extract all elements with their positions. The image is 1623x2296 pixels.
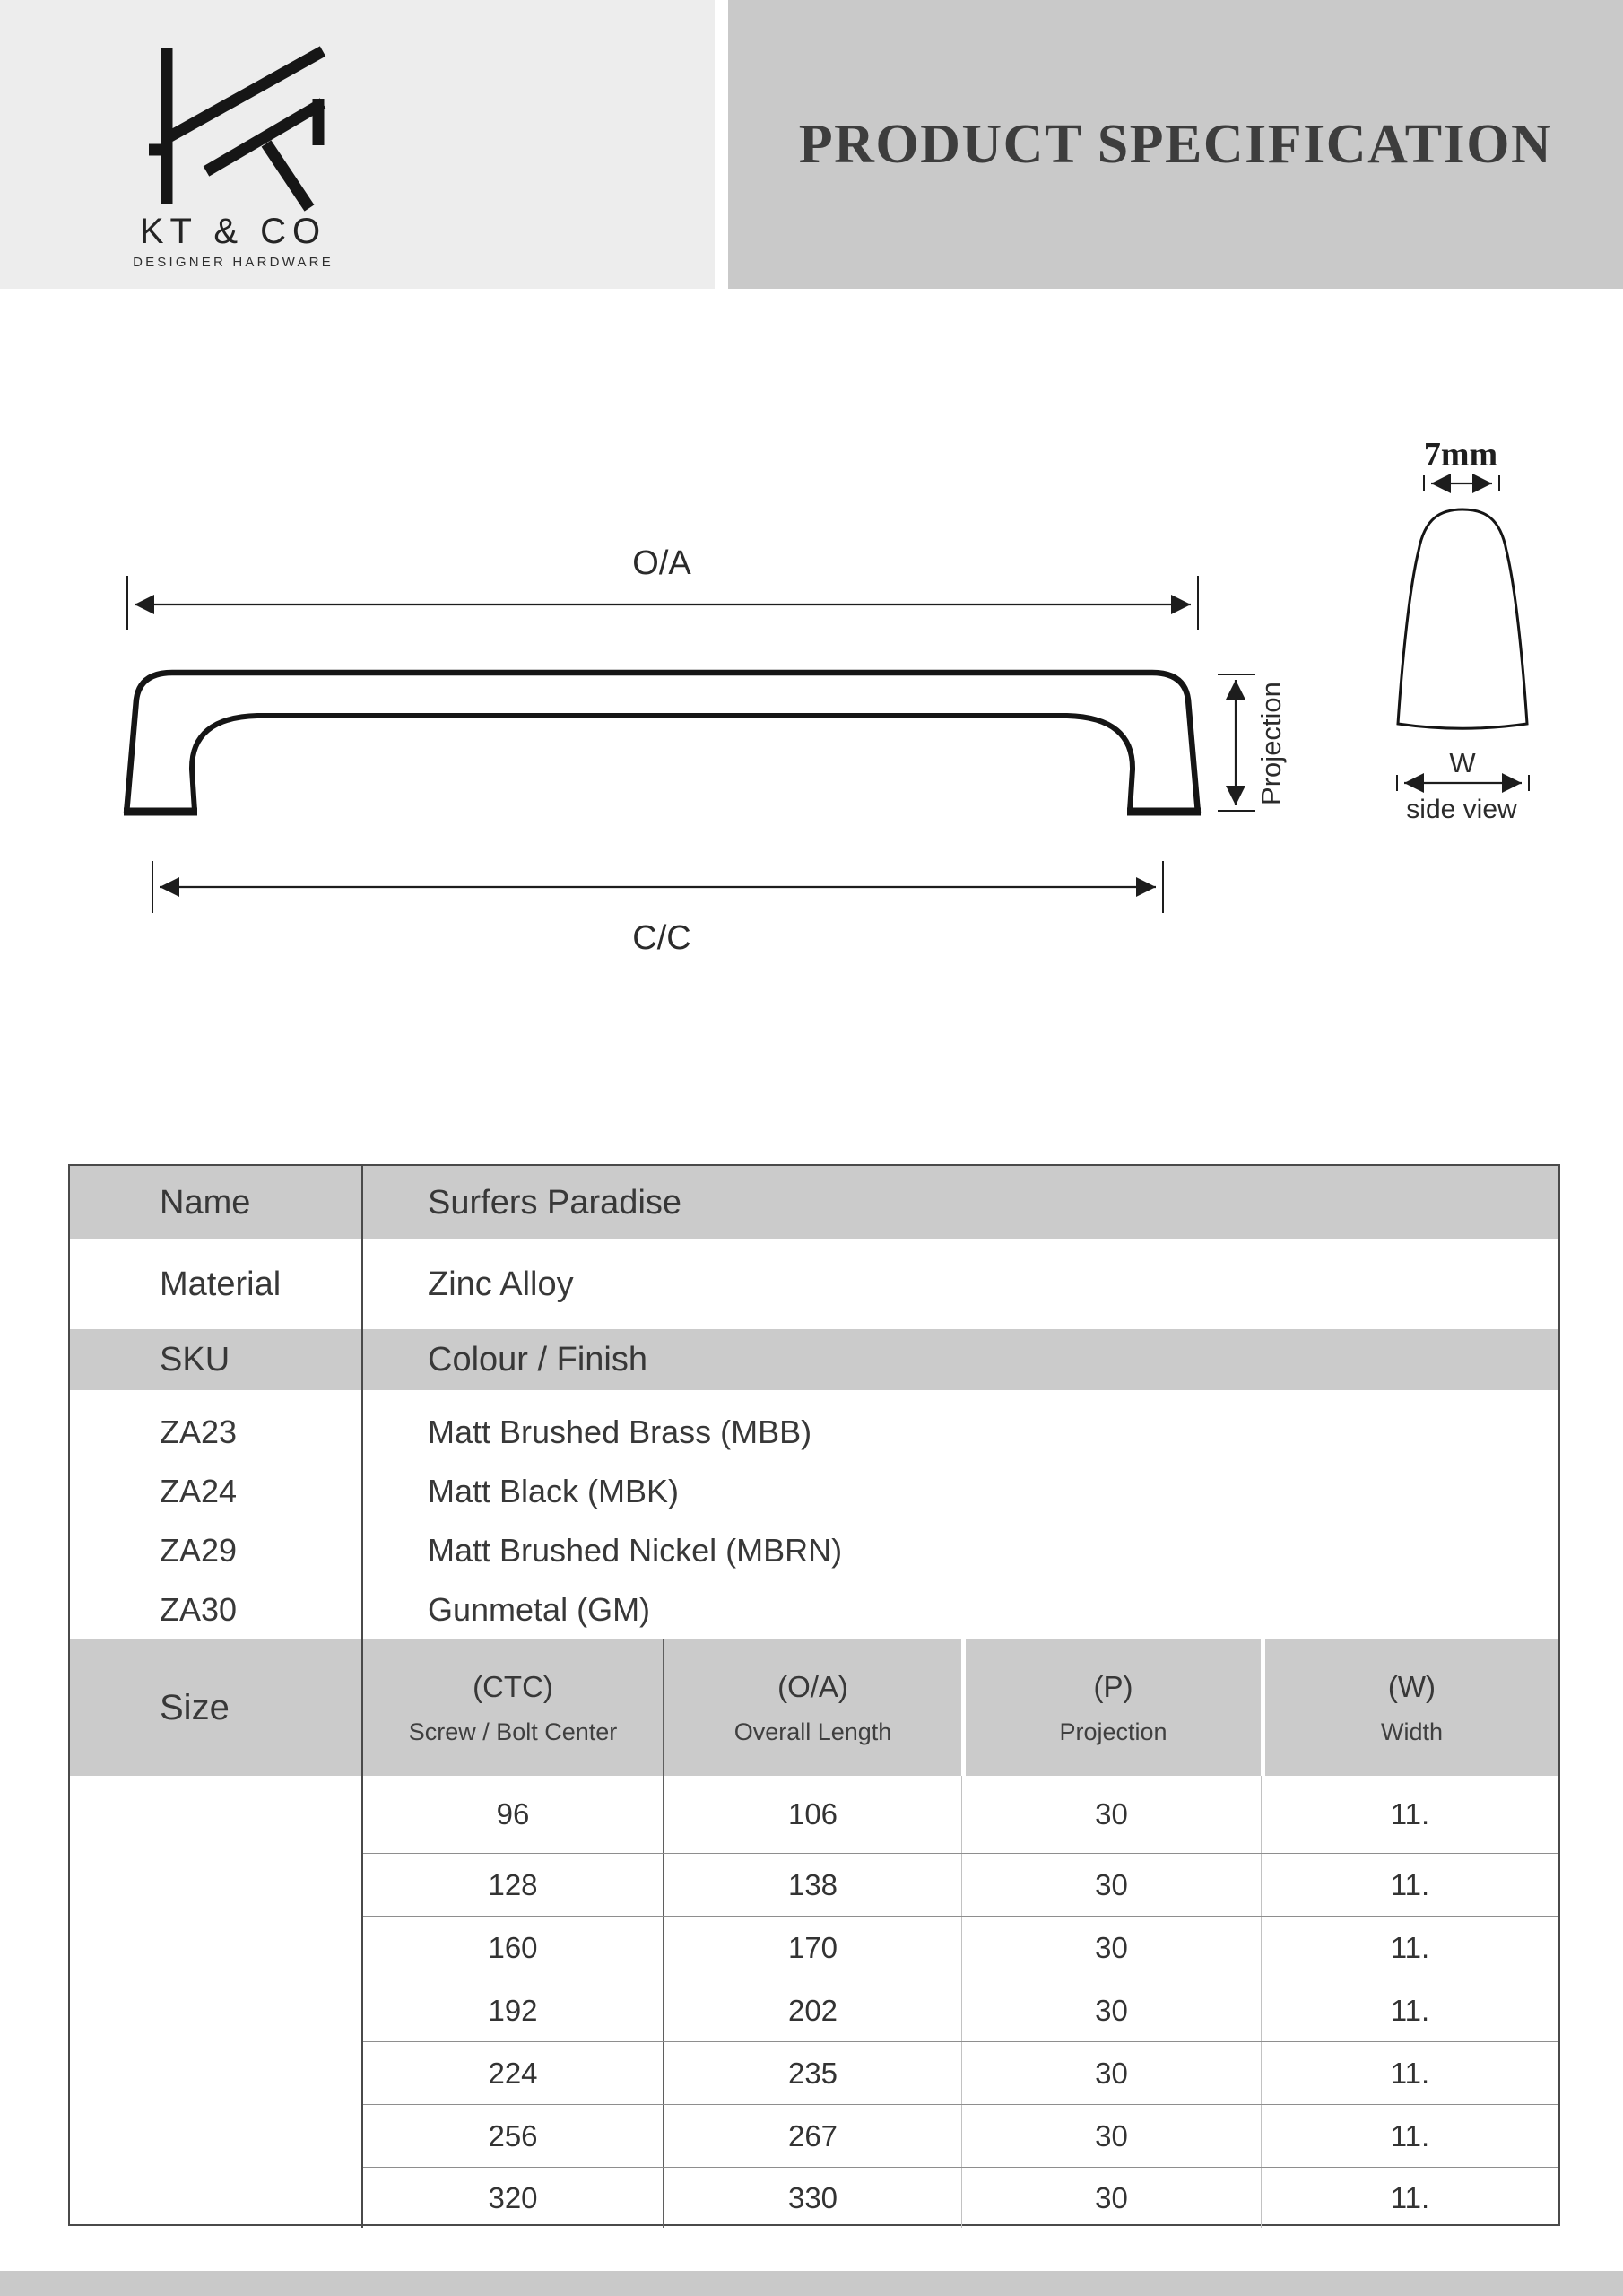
ctc-value: 160	[488, 1930, 538, 1964]
title-panel	[728, 0, 1623, 289]
p-value: 30	[961, 2105, 1261, 2167]
column-header-oa	[663, 1639, 961, 1776]
column-header-ctc	[363, 1639, 663, 1776]
oa-value: 170	[663, 1917, 961, 1979]
brand-name: KT & CO	[139, 212, 327, 251]
side-view-caption: side view	[1406, 795, 1517, 824]
sku-finish: Matt Black (MBK)	[428, 1473, 680, 1509]
sku-finishes-column	[363, 1390, 1558, 1639]
size-label: Size	[70, 1639, 363, 1776]
ctc-value: 128	[488, 1867, 538, 1901]
logo-diagonal-lower	[206, 103, 323, 171]
w-desc: Width	[1380, 1718, 1444, 1745]
w-value: 11.	[1261, 2168, 1558, 2228]
size-data-grid	[363, 1776, 1558, 2228]
column-header-p	[961, 1639, 1261, 1776]
sku-finish: Matt Brushed Nickel (MBRN)	[428, 1532, 843, 1569]
w-value: 11.	[1261, 1776, 1558, 1853]
sku-code: ZA24	[160, 1473, 238, 1509]
oa-value: 106	[663, 1776, 961, 1853]
w-value: 11.	[1261, 1917, 1558, 1979]
name-label: Name	[70, 1166, 363, 1239]
table-row	[363, 1916, 1558, 1979]
table-row	[363, 2167, 1558, 2228]
ctc-abbr: (CTC)	[473, 1669, 553, 1703]
ctc-value: 96	[496, 1797, 530, 1831]
ctc-value: 320	[488, 2180, 538, 2214]
sku-code: ZA30	[160, 1591, 238, 1628]
logo-diagonal-top	[169, 51, 323, 137]
size-spacer-cell	[70, 1776, 363, 2228]
p-abbr: (P)	[1093, 1669, 1133, 1703]
sku-code: ZA23	[160, 1413, 238, 1450]
technical-drawing	[0, 377, 1623, 1004]
sku-finish: Matt Brushed Brass (MBB)	[428, 1413, 812, 1450]
p-value: 30	[961, 2042, 1261, 2104]
w-value: 11.	[1261, 2105, 1558, 2167]
page-title: PRODUCT SPECIFICATION	[798, 113, 1553, 175]
handle-inner-outline	[192, 716, 1133, 811]
projection-label: Projection	[1255, 682, 1287, 805]
oa-value: 202	[663, 1979, 961, 2041]
name-value: Surfers Paradise	[428, 1183, 682, 1222]
ctc-desc: Screw / Bolt Center	[408, 1718, 618, 1745]
handle-outer-outline	[126, 673, 1198, 813]
size-data-area	[70, 1776, 1558, 2228]
side-top-dimension-label: 7mm	[1423, 436, 1498, 474]
material-label: Material	[70, 1239, 363, 1329]
side-width-label: W	[1449, 747, 1476, 778]
p-value: 30	[961, 1776, 1261, 1853]
oa-value: 267	[663, 2105, 961, 2167]
ctc-value: 224	[488, 2056, 538, 2090]
sku-list	[70, 1390, 1558, 1639]
oa-desc: Overall Length	[733, 1718, 892, 1745]
table-row	[363, 1776, 1558, 1853]
spec-table	[68, 1164, 1560, 2226]
w-value: 11.	[1261, 2042, 1558, 2104]
p-value: 30	[961, 1917, 1261, 1979]
table-row	[363, 2041, 1558, 2104]
footer-bar	[0, 2271, 1623, 2296]
w-value: 11.	[1261, 1854, 1558, 1916]
logo-t-leg	[266, 144, 309, 208]
table-row	[363, 2104, 1558, 2167]
oa-abbr: (O/A)	[777, 1669, 848, 1703]
table-row-material	[70, 1239, 1558, 1329]
w-abbr: (W)	[1387, 1669, 1436, 1703]
sku-codes-column	[70, 1390, 363, 1639]
oa-value: 235	[663, 2042, 961, 2104]
table-row	[363, 1979, 1558, 2041]
sku-header-label: SKU	[70, 1329, 363, 1390]
brand-tagline: DESIGNER HARDWARE	[133, 255, 334, 270]
p-desc: Projection	[1059, 1718, 1167, 1745]
size-header-row	[70, 1639, 1558, 1776]
table-row-sku-header	[70, 1329, 1558, 1390]
table-row-name	[70, 1166, 1558, 1239]
sku-finish: Gunmetal (GM)	[428, 1591, 651, 1628]
ctc-value: 192	[488, 1993, 538, 2027]
p-value: 30	[961, 1979, 1261, 2041]
oa-label: O/A	[632, 544, 691, 582]
w-value: 11.	[1261, 1979, 1558, 2041]
p-value: 30	[961, 1854, 1261, 1916]
column-header-w	[1261, 1639, 1558, 1776]
table-row	[363, 1853, 1558, 1916]
oa-value: 330	[663, 2168, 961, 2228]
side-view-profile	[1398, 509, 1527, 728]
oa-value: 138	[663, 1854, 961, 1916]
ctc-value: 256	[488, 2118, 538, 2152]
colour-finish-header: Colour / Finish	[428, 1340, 647, 1378]
cc-label: C/C	[632, 919, 691, 957]
sku-code: ZA29	[160, 1532, 238, 1569]
kt-monogram-icon	[135, 36, 332, 215]
p-value: 30	[961, 2168, 1261, 2228]
material-value: Zinc Alloy	[428, 1265, 574, 1303]
logo-panel	[0, 0, 715, 289]
